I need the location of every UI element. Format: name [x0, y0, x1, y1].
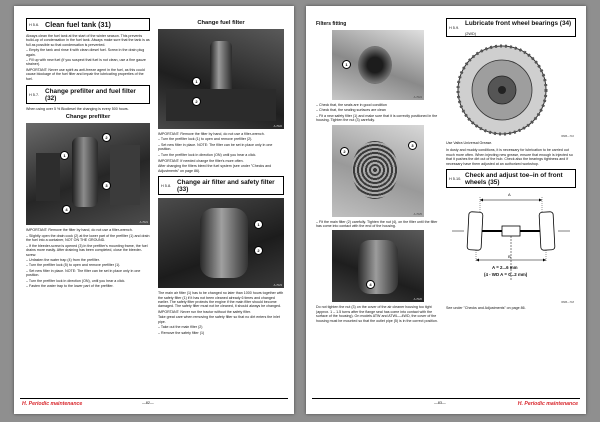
section-title-wrap: [465, 17, 573, 38]
chapter-title: H. Periodic maintenance: [22, 401, 83, 407]
section-number: H 5.8.: [161, 183, 172, 188]
bullet: – Set new filter in place. NOTE: The filter can be set in place only in one position.: [158, 142, 273, 152]
callout: 1: [192, 77, 201, 86]
section-number: H 5.6.: [29, 22, 40, 27]
main-filter: [352, 141, 398, 199]
filter-housing-opening: [358, 46, 392, 84]
engine-part: [110, 145, 140, 205]
body-text: Use Valtra Universal Grease.: [446, 141, 493, 145]
section-title: Lubricate front wheel bearings (34): [465, 20, 572, 27]
air-cleaner-cover: [358, 240, 398, 294]
toe-in-drawing: [446, 192, 576, 304]
diagram-label: B: [508, 254, 511, 260]
footer-rule: [20, 398, 288, 399]
fuel-filter-photo: [158, 29, 284, 129]
prefilter-photo: [26, 123, 150, 225]
left-col-1: [26, 18, 150, 289]
section-title: Clean fuel tank (31): [45, 20, 111, 29]
engine-part: [166, 89, 276, 121]
body-text: See under "Checks and Adjustments" on page 86.: [446, 306, 526, 311]
bullet: – Set new filter in place. NOTE: The filter can be set in place only in one position.: [26, 268, 141, 278]
toe-in-diagram: [446, 192, 576, 304]
bullet: – Check that, the sealing surfaces are clean: [316, 108, 386, 113]
section-title: Check and adjust toe–in of front wheels (35): [465, 171, 563, 186]
left-page: [14, 6, 294, 414]
body-text: After changing the filters bleed the fuel system (see under "Checks and Adjustments" on page 86).: [158, 164, 272, 173]
chapter-title: H. Periodic maintenance: [517, 401, 578, 407]
important-note: IMPORTANT: Never use spirit as anti-freeze agent in the fuel, as this could cause blockage of the fuel filter and impair the lubricating properties of the fuel.: [26, 67, 145, 81]
body-text: Take great care when removing the safety filter so that no dirt enters the inlet pipe.: [158, 315, 280, 324]
fuel-filter: [210, 41, 232, 95]
left-col-2: [158, 18, 284, 336]
bullet: – Fasten the water trap to the lower part of the prefilter.: [26, 283, 114, 288]
callout: 3: [408, 141, 417, 150]
section-title: Change air filter and safety filter (33): [177, 178, 275, 193]
subsection-title: Change prefilter: [65, 114, 111, 121]
callout: 2: [192, 97, 201, 106]
bullet: – Fit a new safety filter (1) and make sure that it is correctly positioned in the housing. Tighten the nut (3) carefully.: [316, 113, 438, 123]
important-note: IMPORTANT: Remove the filter by hand, do not use a filter-wrench.: [26, 228, 133, 233]
section-number: H 5.10.: [449, 176, 462, 181]
important-note: IMPORTANT: If needed change the filter's more often.: [158, 159, 244, 164]
bullet: – Turn the prefilter lock in direction (ON), until you hear a click.: [26, 278, 126, 283]
air-filter-photo: [158, 198, 284, 288]
diagram-label: (4 - WD A = 0...2 mm): [484, 272, 528, 278]
bullet: – Slightly open the drain cock (2) at the lower part of the prefilter (1) and drain the fuel into a container, NOT ON THE GROUND.: [26, 233, 150, 243]
important-note: IMPORTANT: Never run the tractor without the safety filter.: [158, 309, 251, 314]
photo-reference: A-7023: [273, 284, 282, 288]
body-text: Do not tighten the nut (3) on the cover of the air cleaner housing too tight (approx. 1 – 1.5 turns after the flange seal has come into contact with the surface of the housing). On models ATW and ATWL—4WD, the cover of the housing must be mounted so that the outlet pipe (5) is in the correct position.: [316, 305, 438, 323]
diagram-label: A: [508, 192, 511, 198]
section-heading-toe-in: [446, 169, 576, 188]
callout: 2: [254, 246, 263, 255]
callout: 4: [62, 205, 71, 214]
page-number: —82—: [142, 401, 154, 405]
bullet: – Take out the main filter (2): [158, 325, 203, 330]
section-heading-air-filter: [158, 176, 284, 195]
section-heading-clean-fuel-tank: [26, 18, 150, 31]
air-filter-housing: [200, 208, 248, 278]
bullet: – Empty the tank and rinse it with clean diesel fuel. Screw in the drain plug again.: [26, 48, 145, 57]
section-number: H 5.7.: [29, 92, 40, 97]
photo-reference: A-7026: [413, 298, 422, 302]
callout: 2: [340, 147, 349, 156]
bullet: – Turn the prefilter lock (5) to open and remove prefilter (1).: [26, 263, 121, 268]
callout: 4: [366, 280, 375, 289]
section-title: Change prefilter and fuel filter (32): [45, 87, 136, 102]
bullet: – Unfasten the water trap (4) from the prefilter.: [26, 257, 100, 262]
section-subtitle: (2WD): [465, 32, 476, 36]
right-page: [306, 6, 586, 414]
intro-text: When using over 5 % Biodiesel the changing is every 500 hours.: [26, 107, 129, 112]
main-filter-photo: [332, 125, 424, 217]
wheel-illustration: [446, 40, 576, 138]
callout: 1: [342, 60, 351, 69]
wheel-hub-photo: [446, 40, 576, 138]
right-col-1: [316, 18, 440, 324]
body-text: The main air filter (1) has to be changed no later than 1000 hours together with the safety filter (1) if it has not been cleaned already 6 times and changed earlier. The safety filter protects the engine if the main filter should become damaged. The safety filter must not be cleaned, it should always be changed.: [158, 291, 284, 309]
air-cleaner-cover-photo: [332, 230, 424, 302]
bullet: – Check that, the seals are in good condition: [316, 103, 387, 107]
safety-filter-photo: [332, 30, 424, 100]
bullet: – Turn the prefilter lock (1) to open and remove prefilter (2).: [158, 137, 253, 142]
bullet: – Fit the main filter (2) carefully. Tighten the nut (4), on the filter until the filter has come into contact with the end of the housing.: [316, 219, 438, 229]
photo-reference: A-7025: [413, 212, 422, 216]
callout: 3: [102, 181, 111, 190]
bullet: – Remove the safety filter (1): [158, 330, 205, 335]
footer-rule: [312, 398, 580, 399]
photo-reference: RMB—716: [561, 135, 574, 138]
bullet: – Turn the prefilter lock in direction (ON) until you hear a click.: [158, 152, 257, 157]
bullet: – Fill up with new fuel (if you suspect that fuel is not clean, use a fine gauze strainer).: [26, 58, 146, 67]
diagram-reference: RMB—718: [561, 301, 574, 305]
important-note: IMPORTANT: Remove the filter by hand, do not use a filter-wrench.: [158, 132, 265, 136]
section-heading-lubricate-bearings: [446, 18, 576, 37]
prefilter-canister: [72, 137, 98, 207]
diagram-label: A = 2...6 mm: [492, 265, 518, 271]
section-heading-change-prefilter: [26, 85, 150, 104]
page-number: —83—: [434, 401, 446, 405]
right-col-2: [446, 18, 576, 311]
callout: 1: [254, 220, 263, 229]
intro-text: Always clean the fuel tank at the start of the winter season. This prevents build-up of condensation in the fuel tank. Always make sure that the tank is as full as possible so that condensation is prevented.: [26, 34, 150, 47]
photo-reference: A-7024: [413, 96, 422, 99]
bullet: – If the bleeder-screw is opened (3) in the prefilter's mounting frame, the fuel drains more easily. After draining has been completed, close the bleeder-screw.: [26, 243, 148, 257]
body-text: In dusty and muddy conditions, it is necessary for lubrication to be carried out much more often. When injecting new grease, ensure that enough is injected so that it pushes the dirt out of the hub. Check also the bearings tightness and if necessary have them adjusted at an authorized workshop.: [446, 148, 573, 166]
section-number: H 5.9.: [449, 25, 460, 30]
engine-part: [36, 153, 60, 201]
subsection-title: Change fuel filter: [197, 20, 245, 26]
subsection-title: Filters fitting: [316, 21, 347, 27]
callout: 1: [60, 151, 69, 160]
callout: 2: [102, 133, 111, 142]
photo-reference: A-7021: [139, 221, 148, 225]
photo-reference: A-7022: [273, 125, 282, 128]
